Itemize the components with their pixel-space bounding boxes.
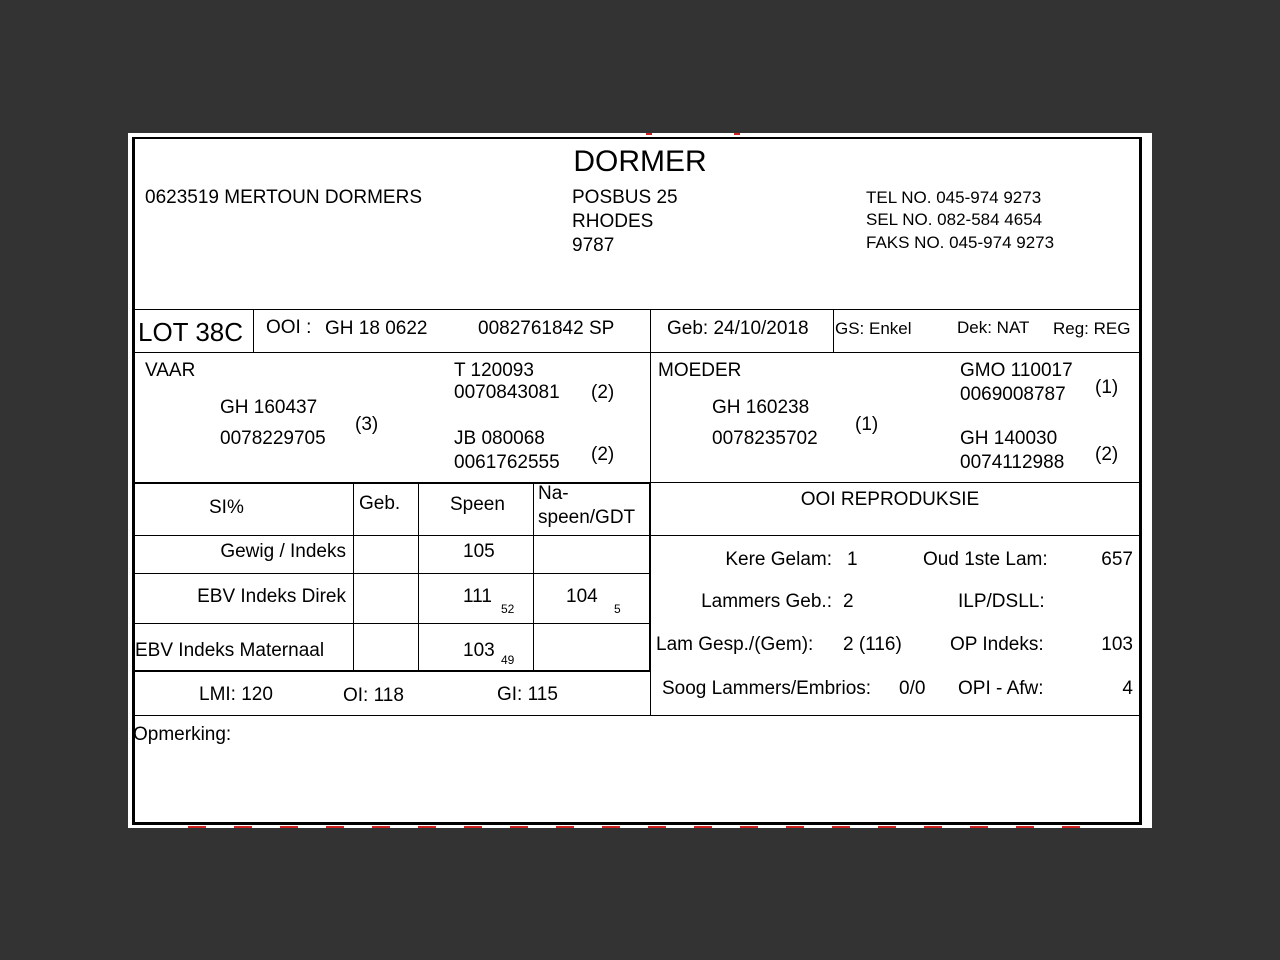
dam-count: (1) [855,414,879,435]
sire-dam-count: (2) [591,444,615,465]
sire-id: GH 160437 [220,397,318,418]
lam-gesp-label: Lam Gesp./(Gem): [656,634,814,655]
remarks-label-text: Opmerking: [133,724,232,745]
soog-lammers-label: Soog Lammers/Embrios: [662,678,872,699]
red-mark-row [188,826,1088,828]
divider [253,309,254,352]
row-label-gewig: Gewig / Indeks [220,541,346,562]
op-indeks-value: 103 [1101,634,1133,655]
sire-number: 0078229705 [220,428,326,449]
dam-label: MOEDER [658,360,742,381]
dam-dam-id: GH 140030 [960,428,1058,449]
kere-gelam-value: 1 [847,549,858,570]
si-header: SI% [209,497,244,518]
red-mark [646,133,652,135]
oud-1ste-lam-label: Oud 1ste Lam: [923,549,1048,570]
breed-title: DORMER [573,145,707,178]
dam-sire-number: 0069008787 [960,384,1066,405]
ebv-direk-na-accuracy: 5 [614,602,621,616]
gewig-speen-value: 105 [463,541,495,562]
divider [134,573,651,574]
row-label-ebv-maternaal: EBV Indeks Maternaal [135,640,325,661]
row-label-ebv-direk: EBV Indeks Direk [197,586,346,607]
sire-label: VAAR [145,360,196,381]
sale-catalog-card [128,133,1152,828]
birth-status: GS: Enkel [835,319,912,338]
address-line-3: 9787 [572,235,615,256]
divider [134,670,651,672]
registration: Reg: REG [1053,319,1131,338]
divider [650,482,1141,483]
na-header: Na- [538,483,569,504]
ebv-maternaal-speen-accuracy: 49 [501,653,515,667]
lmi-value: LMI: 120 [199,684,273,705]
divider [134,715,1141,716]
ewe-label: OOI : [266,317,312,338]
geb-header: Geb. [359,493,401,514]
mating-type: Dek: NAT [957,318,1030,337]
divider [134,309,1141,310]
divider [353,482,354,670]
red-mark [734,133,740,135]
address-line-1: POSBUS 25 [572,187,678,208]
cell-number: SEL NO. 082-584 4654 [866,210,1043,229]
sire-sire-number: 0070843081 [454,382,560,403]
dam-number: 0078235702 [712,428,818,449]
sire-dam-number: 0061762555 [454,452,560,473]
speen-header: Speen [450,494,505,515]
gi-value: GI: 115 [497,684,558,705]
na-speen-header: speen/GDT [538,507,636,528]
ebv-direk-speen-accuracy: 52 [501,602,515,616]
fax-number: FAKS NO. 045-974 9273 [866,233,1055,252]
dam-dam-number: 0074112988 [960,452,1065,473]
breeder-name: 0623519 MERTOUN DORMERS [145,187,423,208]
reproduction-title: OOI REPRODUKSIE [800,489,980,510]
sire-sire-id: T 120093 [454,360,534,381]
kere-gelam-label: Kere Gelam: [725,549,832,570]
divider [533,482,534,670]
sire-sire-count: (2) [591,382,615,403]
divider [833,309,834,352]
ewe-id: GH 18 0622 [325,318,428,339]
dam-sire-id: GMO 110017 [960,360,1073,381]
op-indeks-label: OP Indeks: [950,634,1044,655]
ilp-dsll-label: ILP/DSLL: [958,591,1045,612]
oi-value: OI: 118 [343,685,404,706]
ewe-number: 0082761842 SP [478,318,615,339]
divider [134,623,651,624]
dam-id: GH 160238 [712,397,810,418]
soog-lammers-value: 0/0 [899,678,926,699]
dam-sire-count: (1) [1095,377,1119,398]
tel-number: TEL NO. 045-974 9273 [866,188,1042,207]
opi-afw-label: OPI - Afw: [958,678,1044,699]
ebv-direk-speen-value: 111 [463,586,492,607]
divider [134,535,1141,536]
ebv-direk-na-value: 104 [566,586,598,607]
divider [134,482,651,484]
address-line-2: RHODES [572,211,654,232]
dam-dam-count: (2) [1095,444,1119,465]
lammers-geb-value: 2 [843,591,854,612]
lammers-geb-label: Lammers Geb.: [701,591,832,612]
lam-gesp-value: 2 (116) [843,634,902,655]
oud-1ste-lam-value: 657 [1101,549,1133,570]
divider [418,482,419,670]
sire-dam-id: JB 080068 [454,428,545,449]
sire-count: (3) [355,414,379,435]
lot-number: LOT 38C [138,317,244,347]
opi-afw-value: 4 [1122,678,1133,699]
birth-date: Geb: 24/10/2018 [667,318,809,339]
ebv-maternaal-speen-value: 103 [463,640,495,661]
divider [134,352,1141,353]
